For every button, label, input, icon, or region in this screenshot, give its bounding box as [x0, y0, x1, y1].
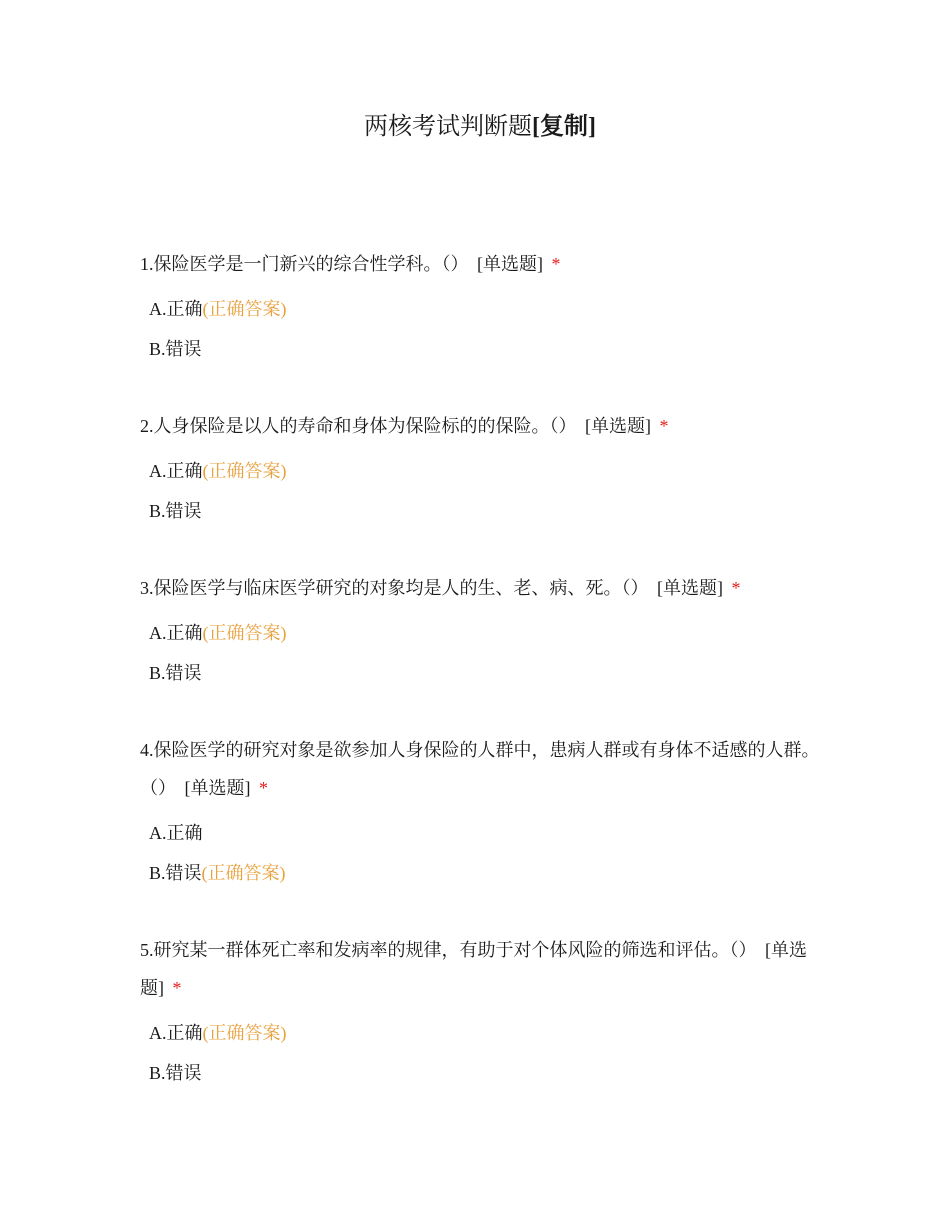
correct-answer-mark: (正确答案) — [202, 1023, 287, 1043]
question-type: [单选题] — [140, 940, 807, 998]
required-mark: * — [551, 254, 561, 274]
question-type: [单选题] — [477, 254, 543, 274]
question-text-row — [140, 245, 820, 283]
option-label: A.正确 — [149, 1023, 203, 1043]
option-label: B.错误 — [149, 501, 202, 521]
option-label: B.错误 — [149, 339, 202, 359]
option-b[interactable] — [149, 853, 820, 893]
option-label: B.错误 — [149, 1063, 202, 1083]
option-b[interactable] — [149, 653, 820, 693]
option-b[interactable] — [149, 1053, 820, 1093]
question-text-row — [140, 569, 820, 607]
question-2 — [140, 407, 820, 531]
option-a[interactable] — [149, 289, 820, 329]
correct-answer-mark: (正确答案) — [202, 623, 287, 643]
option-label: A.正确 — [149, 299, 203, 319]
title-copy-tag: [复制] — [532, 114, 596, 140]
question-text: 2.人身保险是以人的寿命和身体为保险标的的保险。（） — [140, 416, 577, 436]
correct-answer-mark: (正确答案) — [201, 863, 286, 883]
required-mark: * — [259, 778, 268, 798]
option-label: A.正确 — [149, 623, 203, 643]
question-type: [单选题] — [184, 778, 251, 798]
question-3 — [140, 569, 820, 693]
required-mark: * — [172, 978, 182, 998]
question-1 — [140, 245, 820, 369]
question-text: 3.保险医学与临床医学研究的对象均是人的生、老、病、死。（） — [140, 578, 649, 598]
option-label: A.正确 — [149, 823, 203, 843]
question-type: [单选题] — [585, 416, 651, 436]
question-text: 4.保险医学的研究对象是欲参加人身保险的人群中，患病人群或有身体不适感的人群。（） — [140, 740, 820, 798]
option-a[interactable] — [149, 1013, 820, 1053]
option-a[interactable] — [149, 451, 820, 491]
required-mark: * — [731, 578, 741, 598]
option-label: A.正确 — [149, 461, 203, 481]
option-a[interactable] — [149, 613, 820, 653]
question-type: [单选题] — [657, 578, 723, 598]
question-text: 1.保险医学是一门新兴的综合性学科。（） — [140, 254, 469, 274]
question-text-row — [140, 731, 820, 807]
page-title — [0, 110, 950, 144]
question-text-row — [140, 407, 820, 445]
option-a[interactable] — [149, 813, 820, 853]
required-mark: * — [659, 416, 669, 436]
option-label: B.错误 — [149, 663, 202, 683]
correct-answer-mark: (正确答案) — [202, 299, 287, 319]
question-5 — [140, 931, 820, 1093]
title-main: 两核考试判断题 — [364, 114, 532, 140]
correct-answer-mark: (正确答案) — [202, 461, 287, 481]
question-text: 5.研究某一群体死亡率和发病率的规律，有助于对个体风险的筛选和评估。（） — [140, 940, 757, 960]
question-text-row — [140, 931, 820, 1007]
option-label: B.错误 — [149, 863, 202, 883]
option-b[interactable] — [149, 491, 820, 531]
option-b[interactable] — [149, 329, 820, 369]
question-4 — [140, 731, 820, 893]
